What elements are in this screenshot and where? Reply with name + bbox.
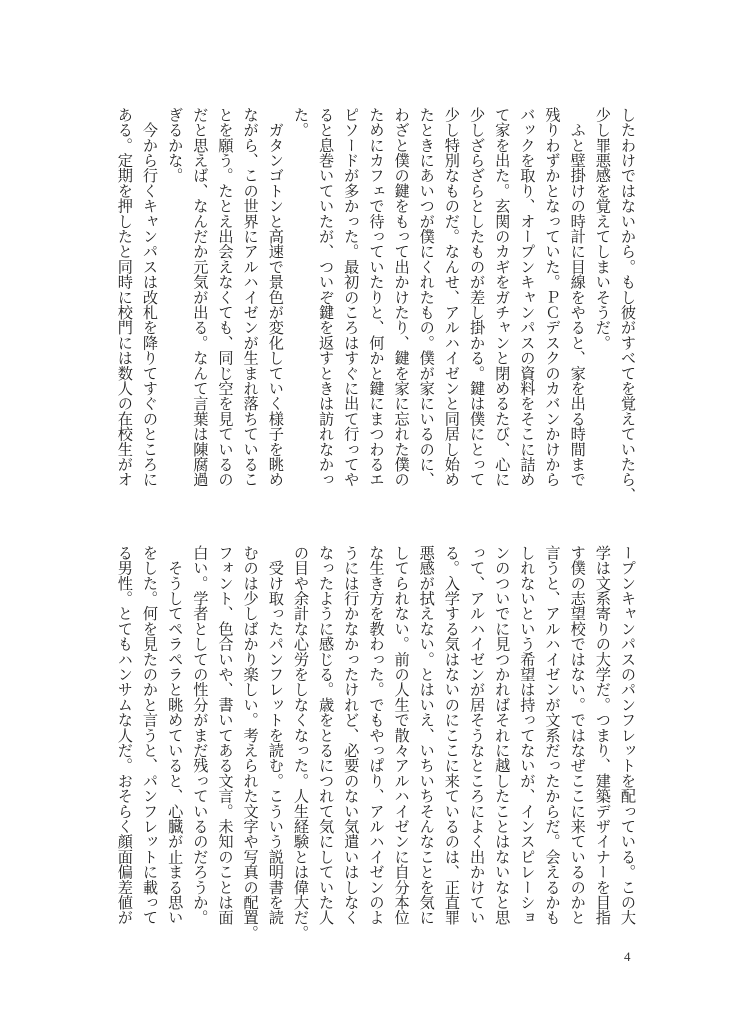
text-column: 残りわずかとなっていた。ＰＣデスクのカバンかけから <box>543 107 562 487</box>
text-column: 白い。学者としての性分がまだ残っているのだろうか。 <box>191 545 210 925</box>
text-column: フォント、色合いや、書いてある文言。未知のことは面 <box>216 545 235 925</box>
text-column: ガタンゴトンと高速で景色が変化していく様子を眺め <box>266 107 285 487</box>
text-column: してられない。前の人生で散々アルハイゼンに自分本位 <box>392 545 411 925</box>
text-column: たときにあいつが僕にくれたもの。僕が家にいるのに、 <box>417 107 436 487</box>
text-column: ふと壁掛けの時計に目線をやると、家を出る時間まで <box>568 107 587 487</box>
text-column: ープンキャンパスのパンフレットを配っている。この大 <box>619 545 637 925</box>
text-column: す僕の志望校ではない。ではなぜここに来ているのかと <box>568 545 587 925</box>
text-column: な生き方を教わった。でもやっぱり、アルハイゼンのよ <box>367 545 386 925</box>
text-column: ながら、この世界にアルハイゼンが生まれ落ちているこ <box>241 107 260 487</box>
text-column: 少し罪悪感を覚えてしまいそうだ。 <box>593 107 612 351</box>
text-column: をした。何を見たのかと言うと、パンフレットに載って <box>141 545 160 925</box>
text-column: 受け取ったパンフレットを読む。こういう説明書を読 <box>266 545 285 925</box>
text-column: る。入学する気はないのにここに来ているのは、正直罪 <box>442 545 461 925</box>
page-number: 4 <box>624 949 631 964</box>
text-column: したわけではないから。もし彼がすべてを覚えていたら、 <box>619 107 637 503</box>
text-column: そうしてペラペラと眺めていると、心臓が止まる思い <box>166 545 185 925</box>
text-column: ためにカフェで待っていたりと、何かと鍵にまつわるエ <box>367 107 386 487</box>
text-column: なったように感じる。歳をとるにつれて気にしていた人 <box>317 545 336 925</box>
text-column: ぎるかな。 <box>166 107 185 183</box>
upper-text-block <box>112 107 640 502</box>
text-column: 悪感が拭えない。とはいえ、いちいちそんなことを気に <box>417 545 436 925</box>
text-column: 学は文系寄りの大学だ。つまり、建築デザイナーを目指 <box>593 545 612 925</box>
text-column: た。 <box>291 107 310 138</box>
text-column: バックを取り、オープンキャンパスの資料をそこに詰め <box>518 107 537 487</box>
text-column: ある。定期を押したと同時に校門には数人の在校生がオ <box>115 107 134 487</box>
text-column: 少しざらざらとしたものが差し掛かる。鍵は僕にとって <box>468 107 487 487</box>
text-column: って、アルハイゼンが居そうなところによく出かけてい <box>468 545 487 925</box>
text-column: しれないという希望は持ってないが、インスピレーショ <box>518 545 537 925</box>
text-column: うには行かなかったけれど、必要のない気遣いはしなく <box>342 545 361 925</box>
text-column: て家を出た。玄関のカギをガチャンと閉めるたび、心に <box>493 107 512 487</box>
text-column: むのは少しばかり楽しい。考えられた文字や写真の配置。 <box>241 545 260 941</box>
text-column: ピソードが多かった。最初のころはすぐに出て行ってや <box>342 107 361 487</box>
text-column: ると息巻いていたが、ついぞ鍵を返すときは訪れなかっ <box>317 107 336 487</box>
text-column: る男性。とてもハンサムな人だ。おそらく顔面偏差値が <box>115 545 134 925</box>
text-column: 少し特別なものだ。なんせ、アルハイゼンと同居し始め <box>442 107 461 487</box>
lower-text-block <box>112 545 640 940</box>
text-column: 言うと、アルハイゼンが文系だったからだ。会えるかも <box>543 545 562 925</box>
text-column: だと思えば、なんだか元気が出る。なんて言葉は陳腐過 <box>191 107 210 487</box>
text-column: の目や余計な心労をしなくなった。人生経験とは偉大だ。 <box>291 545 310 941</box>
text-column: 今から行くキャンパスは改札を降りてすぐのところに <box>141 107 160 487</box>
text-column: とを願う。たとえ出会えなくても、同じ空を見ているの <box>216 107 235 487</box>
text-column: ンのついでに見つかればそれに越したことはないなと思 <box>493 545 512 925</box>
text-column: わざと僕の鍵をもって出かけたり、鍵を家に忘れた僕の <box>392 107 411 487</box>
